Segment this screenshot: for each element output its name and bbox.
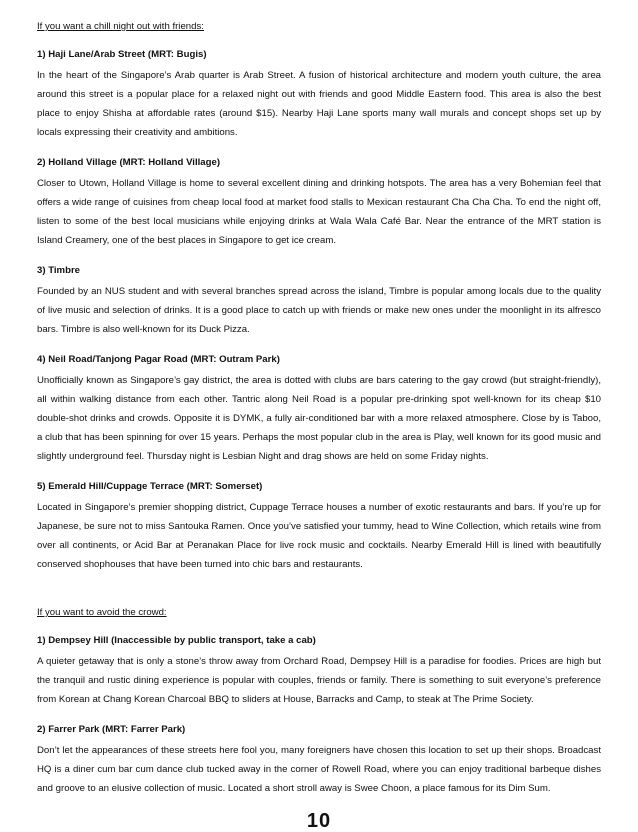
section-chill-night	[37, 20, 601, 574]
entry-title: 3) Timbre	[37, 265, 81, 276]
section-avoid-crowd	[37, 606, 601, 798]
entry-dempsey-hill	[37, 634, 601, 709]
entry-neil-road	[37, 353, 601, 466]
entry-body: Founded by an NUS student and with several branches spread across the island, Timbre is popular among locals due to the quality of live music and selection of drinks. It is a good place to catch up with friends or make new ones under the moonlight in its alfresco bars. Timbre is also well-known for its Duck Pizza.	[37, 286, 601, 335]
entry-title: 1) Haji Lane/Arab Street (MRT: Bugis)	[37, 49, 207, 60]
entry-body: Located in Singapore’s premier shopping district, Cuppage Terrace houses a number of exotic restaurants and bars. If you’re up for Japanese, be sure not to miss Santouka Ramen. Once you’ve satisfied your tummy, head to Wine Collection, which retails wine from over all continents, or Acid Bar at Peranakan Place for live rock music and cocktails. Nearby Emerald Hill is lined with beautifully conserved shophouses that have been turned into chic bars and restaurants.	[37, 502, 601, 570]
entry-timbre	[37, 264, 601, 339]
entry-title: 2) Holland Village (MRT: Holland Village)	[37, 157, 221, 168]
entry-title: 2) Farrer Park (MRT: Farrer Park)	[37, 724, 186, 735]
entry-holland-village	[37, 156, 601, 250]
document-page	[37, 20, 601, 812]
section-heading: If you want to avoid the crowd:	[37, 607, 167, 618]
section-divider-space	[37, 588, 601, 606]
entry-title: 1) Dempsey Hill (Inaccessible by public transport, take a cab)	[37, 635, 316, 646]
entry-emerald-hill	[37, 480, 601, 574]
page-number: 10	[306, 810, 332, 832]
entry-title: 5) Emerald Hill/Cuppage Terrace (MRT: Somerset)	[37, 481, 263, 492]
entry-haji-lane	[37, 48, 601, 142]
entry-farrer-park	[37, 723, 601, 798]
entry-body: Closer to Utown, Holland Village is home to several excellent dining and drinking hotspots. The area has a very Bohemian feel that offers a wide range of cuisines from cheap local food at market food stalls to Mexican restaurant Cha Cha Cha. To end the night off, listen to some of the best local musicians while enjoying drinks at Wala Wala Café Bar. Near the entrance of the MRT station is Island Creamery, one of the best places in Singapore to get ice cream.	[37, 178, 601, 246]
entry-body: Don’t let the appearances of these streets here fool you, many foreigners have chosen this location to set up their shops. Broadcast HQ is a diner cum bar cum dance club tucked away in the corner of Rowell Road, where you can enjoy traditional barbeque dishes and groove to an elusive collection of music. Located a short stroll away is Swee Choon, a place famous for its Dim Sum.	[37, 745, 601, 794]
entry-title: 4) Neil Road/Tanjong Pagar Road (MRT: Outram Park)	[37, 354, 280, 365]
entry-body: In the heart of the Singapore’s Arab quarter is Arab Street. A fusion of historical architecture and modern youth culture, the area around this street is a popular place for a relaxed night out with friends and good Middle Eastern food. This area is also the best place to enjoy Shisha at affordable rates (around $15). Nearby Haji Lane sports many wall murals and concept shops set up by locals expressing their creativity and ambitions.	[37, 70, 601, 138]
entry-body: A quieter getaway that is only a stone’s throw away from Orchard Road, Dempsey Hill is a paradise for foodies. Prices are high but the tranquil and rustic dining experience is popular with couples, friends or family. There is something to suit everyone’s preference from Korean at Chang Korean Charcoal BBQ to sliders at House, Barracks and Camp, to steak at The Prime Society.	[37, 656, 601, 705]
section-heading: If you want a chill night out with friends:	[37, 21, 204, 32]
entry-body: Unofficially known as Singapore’s gay district, the area is dotted with clubs are bars catering to the gay crowd (but straight-friendly), all within walking distance from each other. Tantric along Neil Road is a popular pre-drinking spot well-known for its cheap $10 double-shot drinks and crowds. Opposite it is DYMK, a fully air-conditioned bar with a more relaxed atmosphere. Close by is Taboo, a club that has been spinning for over 15 years. Perhaps the most popular club in the area is Play, well known for its good music and slightly underground feel. Thursday night is Lesbian Night and drag shows are held on some Friday nights.	[37, 375, 601, 462]
